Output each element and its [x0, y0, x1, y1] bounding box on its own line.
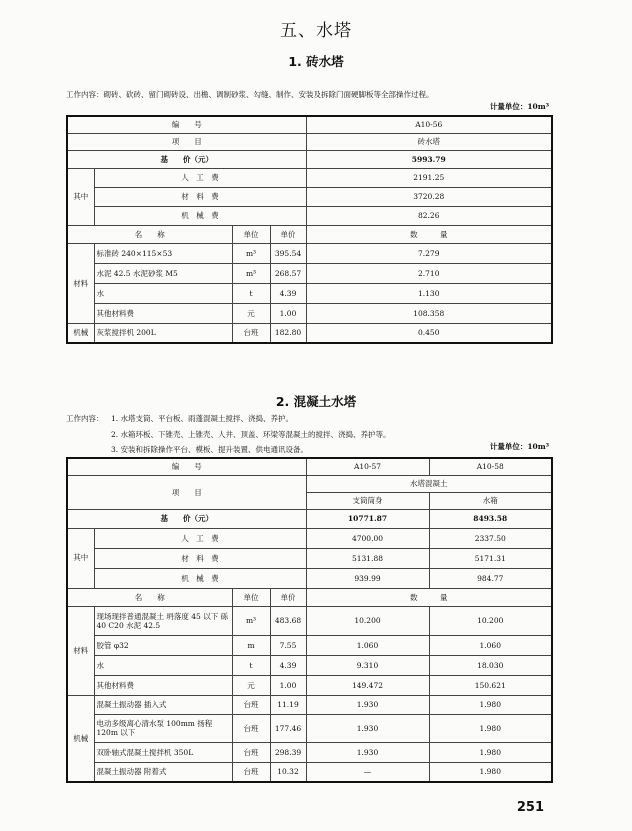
- col-qty: 数 量: [306, 225, 552, 243]
- code-value: A10-58: [429, 458, 552, 475]
- material-unit: m³: [232, 606, 270, 635]
- labor-value: 4700.00: [306, 528, 429, 548]
- material-unit: t: [232, 655, 270, 675]
- col-name: 名 称: [67, 588, 232, 606]
- material-qty: 1.060: [429, 635, 552, 655]
- material-price: 1.00: [270, 675, 306, 695]
- material-unit: m³: [232, 263, 270, 283]
- machine-value: 939.99: [306, 568, 429, 588]
- material-qty: 2.710: [306, 263, 552, 283]
- machine-unit: 台班: [232, 695, 270, 714]
- machine-price: 177.46: [270, 714, 306, 742]
- labor-label: 人 工 费: [94, 168, 306, 187]
- machine-unit: 台班: [232, 762, 270, 782]
- material-qty: 108.358: [306, 303, 552, 323]
- page-title: 五、水塔: [280, 21, 352, 41]
- material-price: 483.68: [270, 606, 306, 635]
- machine-qty: 1.980: [429, 714, 552, 742]
- qizhong-label: 其中: [67, 168, 94, 225]
- material-qty: 10.200: [306, 606, 429, 635]
- col-unit: 单位: [232, 588, 270, 606]
- machine-name: 电动多级离心清水泵 100mm 扬程 120m 以下: [94, 714, 232, 742]
- material-price: 4.39: [270, 283, 306, 303]
- material-name: 其他材料费: [94, 303, 232, 323]
- section1-table: [66, 115, 553, 344]
- material-name: 水: [94, 283, 232, 303]
- material-unit: m: [232, 635, 270, 655]
- material-unit: 元: [232, 675, 270, 695]
- base-price-value: 10771.87: [306, 509, 429, 528]
- base-price-value: 8493.58: [429, 509, 552, 528]
- machine-price: 298.39: [270, 742, 306, 762]
- machine-price: 11.19: [270, 695, 306, 714]
- header-code: 编 号: [67, 116, 306, 133]
- machine-qty: 1.930: [306, 714, 429, 742]
- machine-price: 10.32: [270, 762, 306, 782]
- material-qty: 149.472: [306, 675, 429, 695]
- machine-qty: 0.450: [306, 323, 552, 343]
- labor-value: 2191.25: [306, 168, 552, 187]
- material-qty: 1.060: [306, 635, 429, 655]
- labor-label: 人 工 费: [94, 528, 306, 548]
- machine-name: 混凝土振动器 插入式: [94, 695, 232, 714]
- section2-table: [66, 457, 553, 783]
- material-name: 现场现拌普通混凝土 坍落度 45 以下 砾 40 C20 水泥 42.5: [94, 606, 232, 635]
- section2-work-label: 工作内容：: [66, 414, 104, 423]
- group-machine: 机械: [67, 323, 94, 343]
- machine-value: 82.26: [306, 206, 552, 225]
- section2-work-item: 3. 安装和拆除操作平台、模板、提升装置、供电通讯设备。: [111, 445, 309, 454]
- section2-title: 2. 混凝土水塔: [275, 394, 357, 409]
- material-qty: 150.621: [429, 675, 552, 695]
- qizhong-label: 其中: [67, 528, 94, 588]
- code-value: A10-57: [306, 458, 429, 475]
- col-name: 名 称: [67, 225, 232, 243]
- material-unit: m³: [232, 243, 270, 263]
- material-unit: 元: [232, 303, 270, 323]
- machine-price: 182.80: [270, 323, 306, 343]
- material-label: 材 料 费: [94, 548, 306, 568]
- section1-unit: 计量单位：10m³: [489, 102, 549, 111]
- section2-work-item: 1. 水塔支筒、平台板、雨蓬混凝土搅拌、浇捣、养护。: [111, 414, 294, 423]
- material-price: 268.57: [270, 263, 306, 283]
- material-price: 395.54: [270, 243, 306, 263]
- material-value: 5131.88: [306, 548, 429, 568]
- col-unit: 单位: [232, 225, 270, 243]
- machine-value: 984.77: [429, 568, 552, 588]
- machine-qty: 1.980: [429, 762, 552, 782]
- material-price: 7.55: [270, 635, 306, 655]
- machine-qty: 1.980: [429, 695, 552, 714]
- machine-unit: 台班: [232, 714, 270, 742]
- col-price: 单价: [270, 588, 306, 606]
- col-price: 单价: [270, 225, 306, 243]
- material-name: 水泥 42.5 水泥砂浆 M5: [94, 263, 232, 283]
- header-base-price: 基 价（元）: [67, 150, 306, 168]
- material-label: 材 料 费: [94, 187, 306, 206]
- material-price: 4.39: [270, 655, 306, 675]
- section1-work-content: 工作内容：砌砖、砍砖、留门砌砖设、出檐、调制砂浆、勾缝、制作、安装及拆除门面硬脚板等全部操作过程。: [66, 90, 434, 99]
- material-value: 3720.28: [306, 187, 552, 206]
- section1-title: 1. 砖水塔: [288, 54, 344, 69]
- labor-value: 2337.50: [429, 528, 552, 548]
- item-value: 支筒筒身: [306, 492, 429, 509]
- material-name: 其他材料费: [94, 675, 232, 695]
- machine-label: 机 械 费: [94, 568, 306, 588]
- section2-unit: 计量单位：10m³: [489, 442, 549, 451]
- machine-name: 双卧轴式混凝土搅拌机 350L: [94, 742, 232, 762]
- header-item: 项 目: [67, 133, 306, 150]
- col-qty: 数 量: [306, 588, 552, 606]
- header-item: 项 目: [67, 475, 306, 509]
- machine-unit: 台班: [232, 742, 270, 762]
- item-value: 水箱: [429, 492, 552, 509]
- material-name: 标准砖 240×115×53: [94, 243, 232, 263]
- material-name: 水: [94, 655, 232, 675]
- page-number: 251: [516, 800, 544, 815]
- material-qty: 1.130: [306, 283, 552, 303]
- machine-label: 机 械 费: [94, 206, 306, 225]
- item-group: 水塔混凝土: [306, 475, 552, 492]
- machine-unit: 台班: [232, 323, 270, 343]
- header-base-price: 基 价（元）: [67, 509, 306, 528]
- material-name: 胶管 φ32: [94, 635, 232, 655]
- machine-name: 混凝土振动器 附着式: [94, 762, 232, 782]
- material-qty: 9.310: [306, 655, 429, 675]
- material-qty: 10.200: [429, 606, 552, 635]
- machine-qty: 1.980: [429, 742, 552, 762]
- material-price: 1.00: [270, 303, 306, 323]
- machine-name: 灰浆搅拌机 200L: [94, 323, 232, 343]
- material-value: 5171.31: [429, 548, 552, 568]
- group-material: 材料: [67, 243, 94, 323]
- base-price-value: 5993.79: [306, 150, 552, 168]
- code-value: A10-56: [306, 116, 552, 133]
- item-value: 砖水塔: [306, 133, 552, 150]
- group-material: 材料: [67, 606, 94, 695]
- machine-qty: 1.930: [306, 695, 429, 714]
- material-unit: t: [232, 283, 270, 303]
- material-qty: 18.030: [429, 655, 552, 675]
- machine-qty: 1.930: [306, 742, 429, 762]
- section2-work-item: 2. 水箱环板、下锥壳、上锥壳、人井、顶盖、环梁等混凝土的搅拌、浇捣、养护等。: [111, 430, 391, 439]
- material-qty: 7.279: [306, 243, 552, 263]
- machine-qty: —: [306, 762, 429, 782]
- group-machine: 机械: [67, 695, 94, 782]
- header-code: 编 号: [67, 458, 306, 475]
